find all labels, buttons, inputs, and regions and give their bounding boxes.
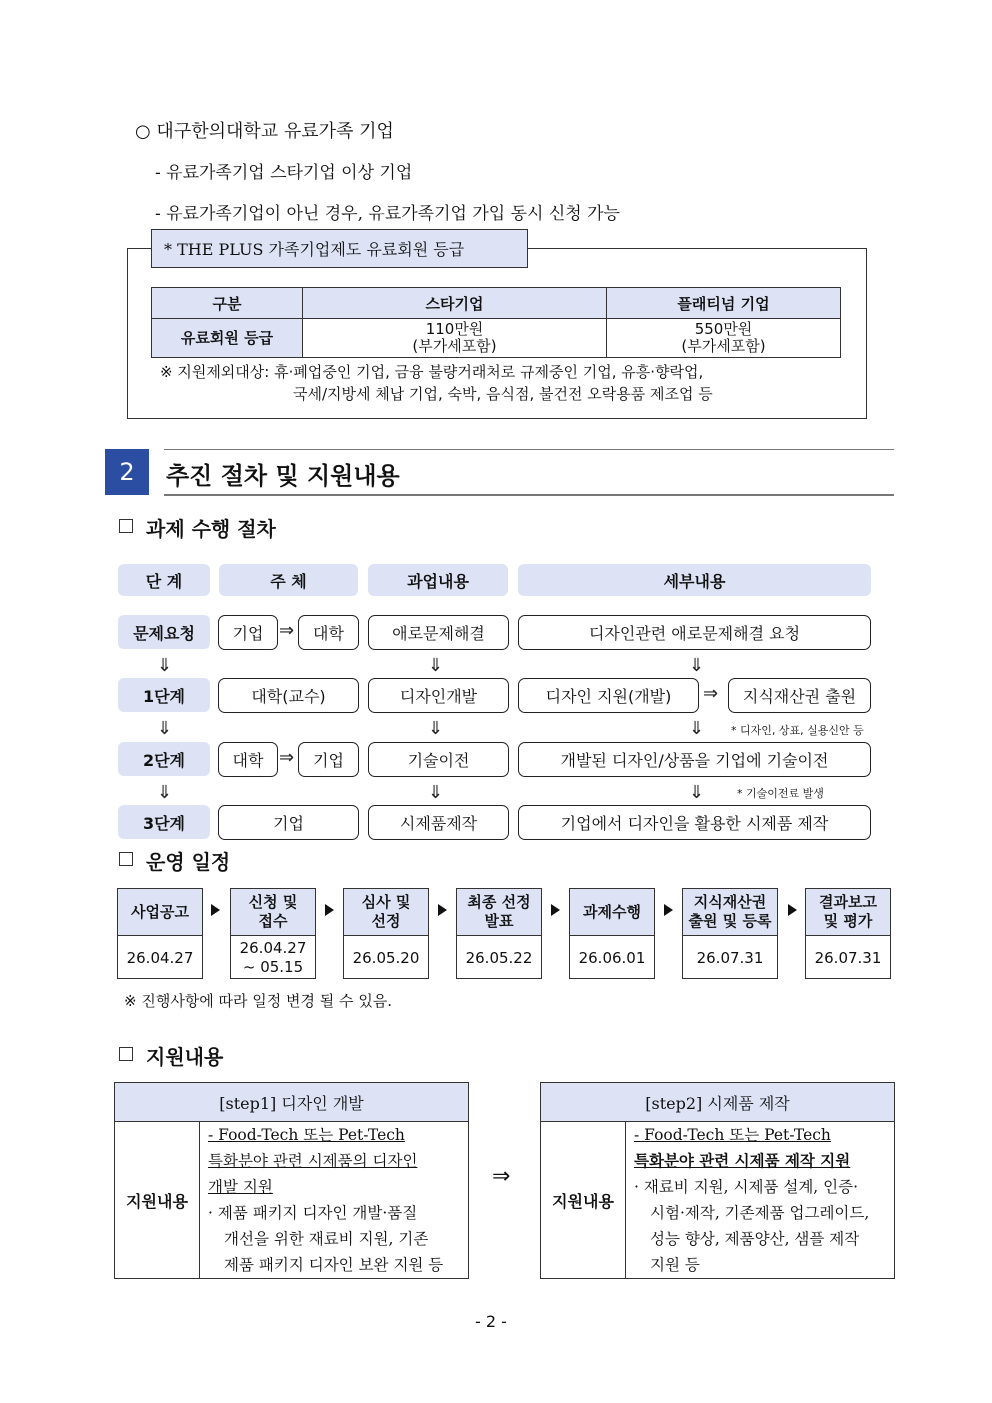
step1-line-5: 개선을 위한 재료비 지원, 기존 xyxy=(224,1230,429,1248)
schedule-item-date: 26.07.31 xyxy=(814,948,882,967)
intro-bullet-2: - 유료가족기업이 아닌 경우, 유료가족기업 가입 동시 신청 가능 xyxy=(155,204,620,224)
flow-down-arrow: ⇓ xyxy=(157,655,173,676)
flow-header-subject: 주 체 xyxy=(219,564,358,596)
plus-note-line-1: ※ 지원제외대상: 휴·폐업중인 기업, 금융 불량거래처로 규제중인 기업, 유흥·향락업, xyxy=(160,363,704,381)
flow-header-stage: 단 계 xyxy=(118,564,210,596)
flow-row2-detail: 디자인 지원(개발) xyxy=(518,678,699,713)
support-heading: 지원내용 xyxy=(146,1045,224,1069)
flow-header-task: 과업내용 xyxy=(368,564,508,596)
flow-down-arrow: ⇓ xyxy=(157,782,173,803)
schedule-item xyxy=(343,888,429,979)
flow-row4-detail: 기업에서 디자인을 활용한 시제품 제작 xyxy=(518,805,871,840)
flow-down-arrow: ⇓ xyxy=(428,655,444,676)
step2-line-4: 시험·제작, 기존제품 업그레이드, xyxy=(650,1204,870,1222)
step1-label: 지원내용 xyxy=(115,1122,200,1279)
flow-down-arrow: ⇓ xyxy=(428,718,444,739)
flow-row2-subject: 대학(교수) xyxy=(218,678,359,713)
step2-line-6: 지원 등 xyxy=(650,1256,700,1274)
flow-row4-task: 시제품제작 xyxy=(368,805,509,840)
flow-row2-task: 디자인개발 xyxy=(368,678,509,713)
flow-row3-to: 기업 xyxy=(298,742,359,777)
intro-bullet-1: - 유료가족기업 스타기업 이상 기업 xyxy=(155,163,413,183)
schedule-checkbox xyxy=(119,852,133,866)
schedule-item-date: 26.04.27 ~ 05.15 xyxy=(239,939,307,976)
schedule-item xyxy=(117,888,203,979)
flow-down-arrow: ⇓ xyxy=(428,782,444,803)
schedule-arrow-icon xyxy=(664,904,673,916)
section-title: 추진 절차 및 지원내용 xyxy=(166,461,400,490)
flow-header-detail: 세부내용 xyxy=(518,564,871,596)
schedule-item-label: 사업공고 xyxy=(118,889,202,936)
schedule-arrow-icon xyxy=(325,904,334,916)
procedure-checkbox xyxy=(119,519,133,533)
flow-row3-arrow: ⇒ xyxy=(279,747,295,768)
flow-stage-request: 문제요청 xyxy=(118,615,210,649)
schedule-item-date: 26.05.20 xyxy=(352,948,420,967)
flow-down-arrow: ⇓ xyxy=(689,718,705,739)
support-step-arrow: ⇒ xyxy=(492,1164,511,1189)
step1-line-1: - Food-Tech 또는 Pet-Tech xyxy=(208,1126,405,1144)
step1-line-2: 특화분야 관련 시제품의 디자인 xyxy=(208,1152,418,1170)
step1-line-3: 개발 지원 xyxy=(208,1178,273,1196)
schedule-item xyxy=(456,888,542,979)
flow-row3-note: * 기술이전료 발생 xyxy=(737,787,824,800)
schedule-item-date: 26.07.31 xyxy=(696,948,764,967)
flow-row1-detail: 디자인관련 애로문제해결 요청 xyxy=(518,615,871,650)
step1-line-6: 제품 패키지 디자인 보완 지원 등 xyxy=(224,1256,444,1274)
grade-platinum-fee: 550만원 xyxy=(694,320,753,338)
flow-stage-3: 3단계 xyxy=(118,805,210,839)
grade-table xyxy=(151,287,841,358)
schedule-item xyxy=(569,888,655,979)
schedule-item xyxy=(805,888,891,979)
schedule-arrow-icon xyxy=(788,904,797,916)
grade-star-fee: 110만원 xyxy=(425,320,484,338)
flow-stage-2: 2단계 xyxy=(118,742,210,776)
flow-down-arrow: ⇓ xyxy=(689,655,705,676)
section-number: 2 xyxy=(105,449,149,495)
schedule-heading: 운영 일정 xyxy=(146,850,231,874)
grade-platinum-cell xyxy=(607,319,841,358)
schedule-item-label: 신청 및 접수 xyxy=(231,889,315,936)
flow-row4-subject: 기업 xyxy=(218,805,359,840)
flow-row2-arrow: ⇒ xyxy=(703,683,719,704)
step2-label: 지원내용 xyxy=(541,1122,626,1279)
grade-header-star: 스타기업 xyxy=(303,288,607,319)
schedule-note: ※ 진행사항에 따라 일정 변경 될 수 있음. xyxy=(124,992,393,1010)
step1-table xyxy=(114,1082,469,1279)
section-rule-top xyxy=(164,449,894,450)
schedule-item xyxy=(682,888,778,979)
step2-title: [step2] 시제품 제작 xyxy=(541,1083,895,1122)
section-rule-bottom xyxy=(164,494,894,496)
schedule-item-label: 과제수행 xyxy=(570,889,654,936)
schedule-item-date: 26.06.01 xyxy=(578,948,646,967)
step2-table xyxy=(540,1082,895,1279)
schedule-item-label: 심사 및 선정 xyxy=(344,889,428,936)
flow-row3-task: 기술이전 xyxy=(368,742,509,777)
flow-row1-from: 기업 xyxy=(218,615,278,650)
schedule-item-label: 지식재산권 출원 및 등록 xyxy=(683,889,777,936)
step2-content xyxy=(626,1122,895,1279)
step2-line-3: · 재료비 지원, 시제품 설계, 인증· xyxy=(634,1178,859,1196)
grade-header-category: 구분 xyxy=(152,288,303,319)
flow-stage-1: 1단계 xyxy=(118,678,210,712)
schedule-item-label: 결과보고 및 평가 xyxy=(806,889,890,936)
flow-row1-to: 대학 xyxy=(298,615,359,650)
plus-note-line-2: 국세/지방세 체납 기업, 숙박, 음식점, 불건전 오락용품 제조업 등 xyxy=(293,385,713,403)
flow-row2-note: * 디자인, 상표, 실용신안 등 xyxy=(731,724,864,737)
step1-line-4: · 제품 패키지 디자인 개발·품질 xyxy=(208,1204,418,1222)
step1-title: [step1] 디자인 개발 xyxy=(115,1083,469,1122)
schedule-item-date: 26.04.27 xyxy=(126,948,194,967)
grade-star-cell xyxy=(303,319,607,358)
flow-row3-detail: 개발된 디자인/상품을 기업에 기술이전 xyxy=(518,742,871,777)
procedure-heading: 과제 수행 절차 xyxy=(146,517,276,541)
schedule-arrow-icon xyxy=(551,904,560,916)
grade-platinum-vat: (부가세포함) xyxy=(681,337,766,355)
page-number: - 2 - xyxy=(475,1312,507,1331)
step2-line-2: 특화분야 관련 시제품 제작 지원 xyxy=(634,1151,851,1170)
flow-row3-from: 대학 xyxy=(218,742,278,777)
schedule-item xyxy=(230,888,316,979)
plus-box-title-text: * THE PLUS 가족기업제도 유료회원 등급 xyxy=(164,240,465,259)
grade-row-label: 유료회원 등급 xyxy=(152,319,303,358)
flow-down-arrow: ⇓ xyxy=(157,718,173,739)
flow-row2-detail-2: 지식재산권 출원 xyxy=(728,678,871,713)
step1-content xyxy=(200,1122,469,1279)
flow-row1-arrow: ⇒ xyxy=(279,620,295,641)
step2-line-1: - Food-Tech 또는 Pet-Tech xyxy=(634,1126,831,1144)
intro-heading: ○ 대구한의대학교 유료가족 기업 xyxy=(135,121,394,142)
schedule-arrow-icon xyxy=(211,904,220,916)
step2-line-5: 성능 향상, 제품양산, 샘플 제작 xyxy=(650,1230,860,1248)
support-checkbox xyxy=(119,1047,133,1061)
plus-box-title xyxy=(151,229,528,268)
flow-down-arrow: ⇓ xyxy=(689,782,705,803)
schedule-item-date: 26.05.22 xyxy=(465,948,533,967)
grade-header-platinum: 플래티넘 기업 xyxy=(607,288,841,319)
grade-star-vat: (부가세포함) xyxy=(412,337,497,355)
flow-row1-task: 애로문제해결 xyxy=(368,615,509,650)
schedule-arrow-icon xyxy=(438,904,447,916)
schedule-item-label: 최종 선정발표 xyxy=(457,889,541,936)
